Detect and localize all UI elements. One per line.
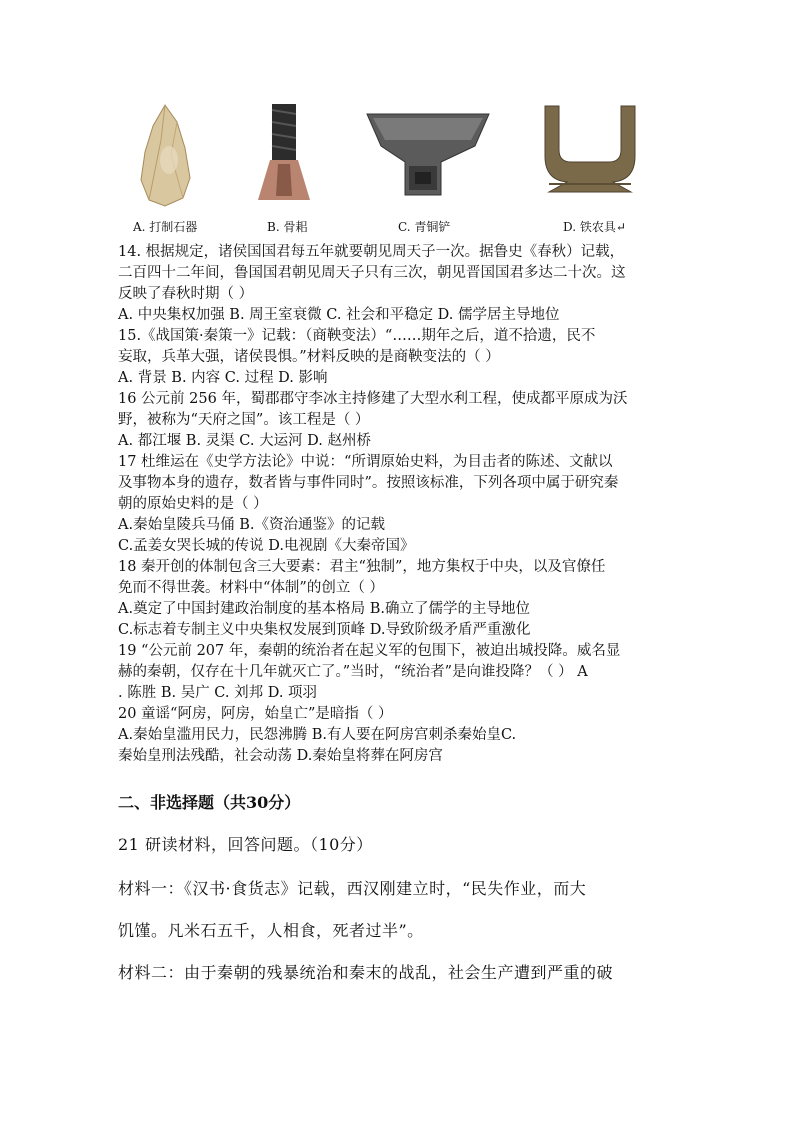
question-line: 妄取，兵革大强，诸侯畏惧。”材料反映的是商鞅变法的（ ） xyxy=(118,349,500,365)
figure-a-caption: A. 打制石器 xyxy=(133,220,198,234)
answer-options: A.奠定了中国封建政治制度的基本格局 B.确立了儒学的主导地位 xyxy=(118,601,530,617)
question-line: 反映了春秋时期（ ） xyxy=(118,286,254,302)
material-2-line-1: 材料二：由于秦朝的残暴统治和秦末的战乱，社会生产遭到严重的破 xyxy=(118,963,614,982)
question-line: 19 “公元前 207 年，秦朝的统治者在起义军的包围下，被迫出城投降。威名显 xyxy=(118,643,621,659)
answer-options: A.秦始皇陵兵马俑 B.《资治通鉴》的记载 xyxy=(118,517,385,533)
question-line: 及事物本身的遗存，数者皆与事件同时”。按照该标准，下列各项中属于研究秦 xyxy=(118,475,619,491)
bronze-shovel-icon xyxy=(363,100,493,200)
answer-options: A. 中央集权加强 B. 周王室衰微 C. 社会和平稳定 D. 儒学居主导地位 xyxy=(118,307,560,323)
question-line: 15.《战国策·秦策一》记载：（商鞅变法）“……期年之后，道不拾遗，民不 xyxy=(118,328,596,344)
answer-options: 秦始皇刑法残酷，社会动荡 D.秦始皇将葬在阿房宫 xyxy=(118,748,443,764)
stone-tool-icon xyxy=(135,100,195,210)
question-line: 20 童谣“阿房，阿房，始皇亡”是暗指（ ） xyxy=(118,706,393,722)
question-14 xyxy=(118,242,678,326)
question-line: 野，被称为“天府之国”。该工程是（ ） xyxy=(118,412,370,428)
question-line: 赫的秦朝，仅存在十几年就灭亡了。”当时，“统治者”是向谁投降？（ ） A xyxy=(118,664,588,680)
question-line: 16 公元前 256 年，蜀郡郡守李冰主持修建了大型水利工程，使成都平原成为沃 xyxy=(118,391,628,407)
figure-d-caption: D. 铁农具↵ xyxy=(563,220,626,234)
question-line: 18 秦开创的体制包含三大要素：君主“独制”，地方集权于中央，以及官僚任 xyxy=(118,559,606,575)
question-15 xyxy=(118,326,678,389)
question-17 xyxy=(118,452,678,557)
question-16 xyxy=(118,389,678,452)
answer-options: A.秦始皇滥用民力，民怨沸腾 B.有人要在阿房宫刺杀秦始皇C. xyxy=(118,727,517,743)
answer-options: A. 都江堰 B. 灵渠 C. 大运河 D. 赵州桥 xyxy=(118,433,372,449)
figure-c-caption: C. 青铜铲 xyxy=(398,220,451,234)
question-line: 免而不得世袭。材料中“体制”的创立（ ） xyxy=(118,580,384,596)
question-21-prompt: 21 研读材料，回答问题。（10分） xyxy=(118,835,373,854)
bone-spade-icon xyxy=(250,100,320,210)
question-line: 二百四十二年间，鲁国国君朝见周天子只有三次，朝见晋国国君多达二十次。这 xyxy=(118,265,626,281)
answer-options: C.标志着专制主义中央集权发展到顶峰 D.导致阶级矛盾严重激化 xyxy=(118,622,531,638)
figure-row xyxy=(115,100,705,240)
answer-options: A. 背景 B. 内容 C. 过程 D. 影响 xyxy=(118,370,328,386)
material-1-line-2: 饥馑。凡米石五千，人相食，死者过半”。 xyxy=(118,921,424,940)
figure-c xyxy=(363,100,493,200)
section-heading: 二、非选择题（共30分） xyxy=(118,793,301,812)
answer-options: C.孟姜女哭长城的传说 D.电视剧《大秦帝国》 xyxy=(118,538,415,554)
figure-a xyxy=(135,100,195,210)
question-20 xyxy=(118,704,678,767)
iron-tool-icon xyxy=(535,100,645,200)
question-18 xyxy=(118,557,678,641)
figure-b xyxy=(250,100,320,210)
figure-d xyxy=(535,100,645,200)
material-1-line-1: 材料一：《汉书·食货志》记载，西汉刚建立时，“民失作业，而大 xyxy=(118,879,587,898)
question-19 xyxy=(118,641,678,704)
question-line: 14. 根据规定，诸侯国国君每五年就要朝见周天子一次。据鲁史《春秋）记载， xyxy=(118,244,625,260)
figure-b-caption: B. 骨耜 xyxy=(267,220,308,234)
answer-options: . 陈胜 B. 吴广 C. 刘邦 D. 项羽 xyxy=(118,685,318,701)
question-line: 17 杜维运在《史学方法论》中说：“所谓原始史料，为目击者的陈述、文献以 xyxy=(118,454,613,470)
question-line: 朝的原始史料的是（ ） xyxy=(118,496,268,512)
